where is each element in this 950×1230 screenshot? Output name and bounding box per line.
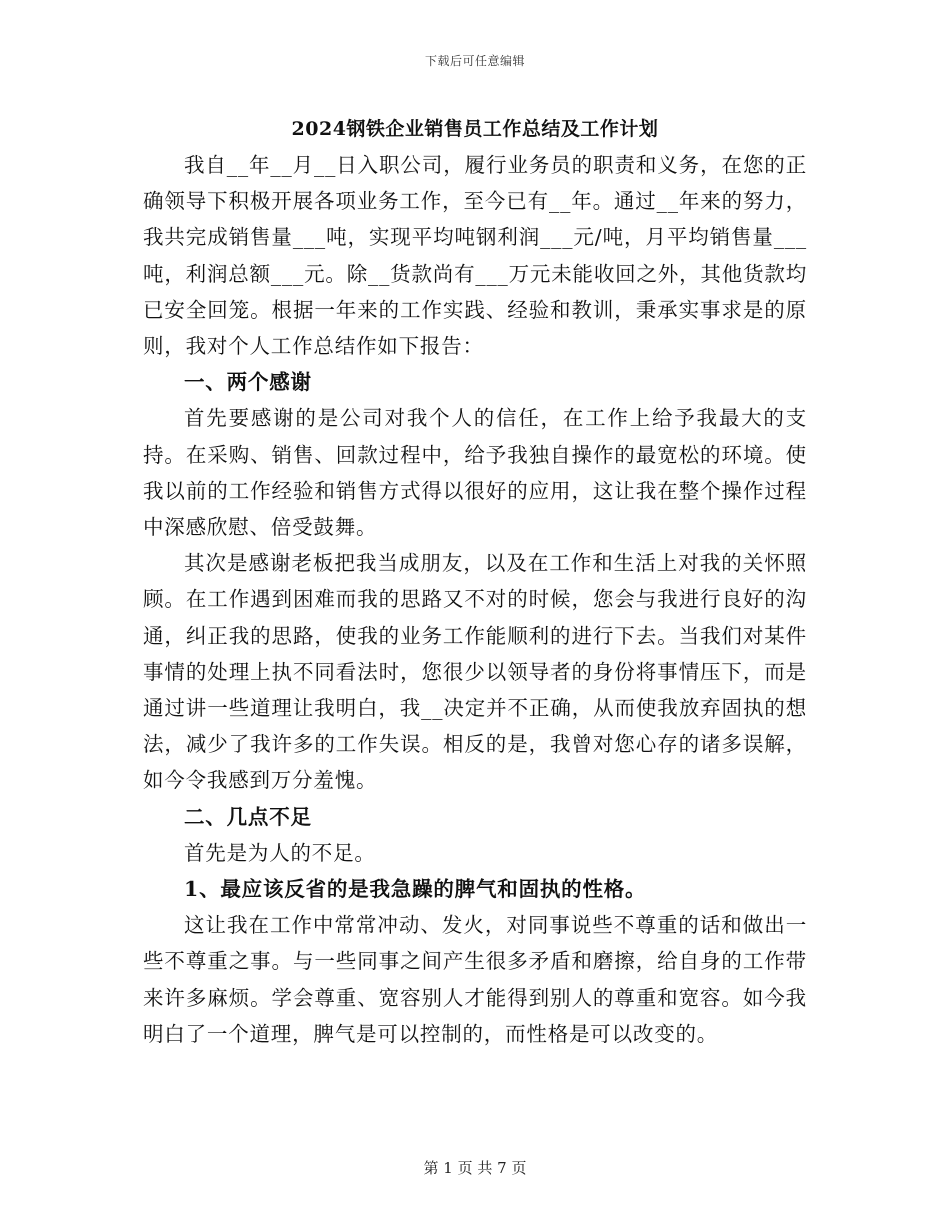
document-body [143,147,807,1052]
thanks-paragraph-boss: 其次是感谢老板把我当成朋友，以及在工作和生活上对我的关怀照顾。在工作遇到困难而我的思路又不对的时候，您会与我进行良好的沟通，纠正我的思路，使我的业务工作能顺利的进行下去。当我们对某件事情的处理上执不同看法时，您很少以领导者的身份将事情压下，而是通过讲一些道理让我明白，我__决定并不正确，从而使我放弃固执的想法，减少了我许多的工作失误。相反的是，我曾对您心存的诸多误解，如今令我感到万分羞愧。 [143,551,807,793]
section-heading-shortcomings: 二、几点不足 [184,804,312,829]
document-title: 2024钢铁企业销售员工作总结及工作计划 [291,118,659,140]
subsection-heading-temper: 1、最应该反省的是我急躁的脾气和固执的性格。 [184,877,647,902]
section-heading-thanks: 一、两个感谢 [184,370,312,395]
thanks-paragraph-company: 首先要感谢的是公司对我个人的信任，在工作上给予我最大的支持。在采购、销售、回款过程中，给予我独自操作的最宽松的环境。使我以前的工作经验和销售方式得以很好的应用，这让我在整个操作过程中深感欣慰、倍受鼓舞。 [143,406,807,540]
temper-paragraph: 这让我在工作中常常冲动、发火，对同事说些不尊重的话和做出一些不尊重之事。与一些同事之间产生很多矛盾和磨擦，给自身的工作带来许多麻烦。学会尊重、宽容别人才能得到别人的尊重和宽容。如今我明白了一个道理，脾气是可以控制的，而性格是可以改变的。 [143,913,807,1046]
page-header: 下载后可任意编辑 [424,54,525,68]
page-number: 第 1 页 共 7 页 [423,1159,527,1177]
intro-paragraph: 我自__年__月__日入职公司，履行业务员的职责和义务，在您的正确领导下积极开展各项业务工作，至今已有__年。通过__年来的努力，我共完成销售量___吨，实现平均吨钢利润___元/吨，月平均销售量___吨，利润总额___元。除__货款尚有___万元未能收回之外，其他货款均已安全回笼。根据一年来的工作实践、经验和教训，秉承实事求是的原则，我对个人工作总结作如下报告： [143,153,807,359]
shortcomings-intro: 首先是为人的不足。 [184,840,376,865]
